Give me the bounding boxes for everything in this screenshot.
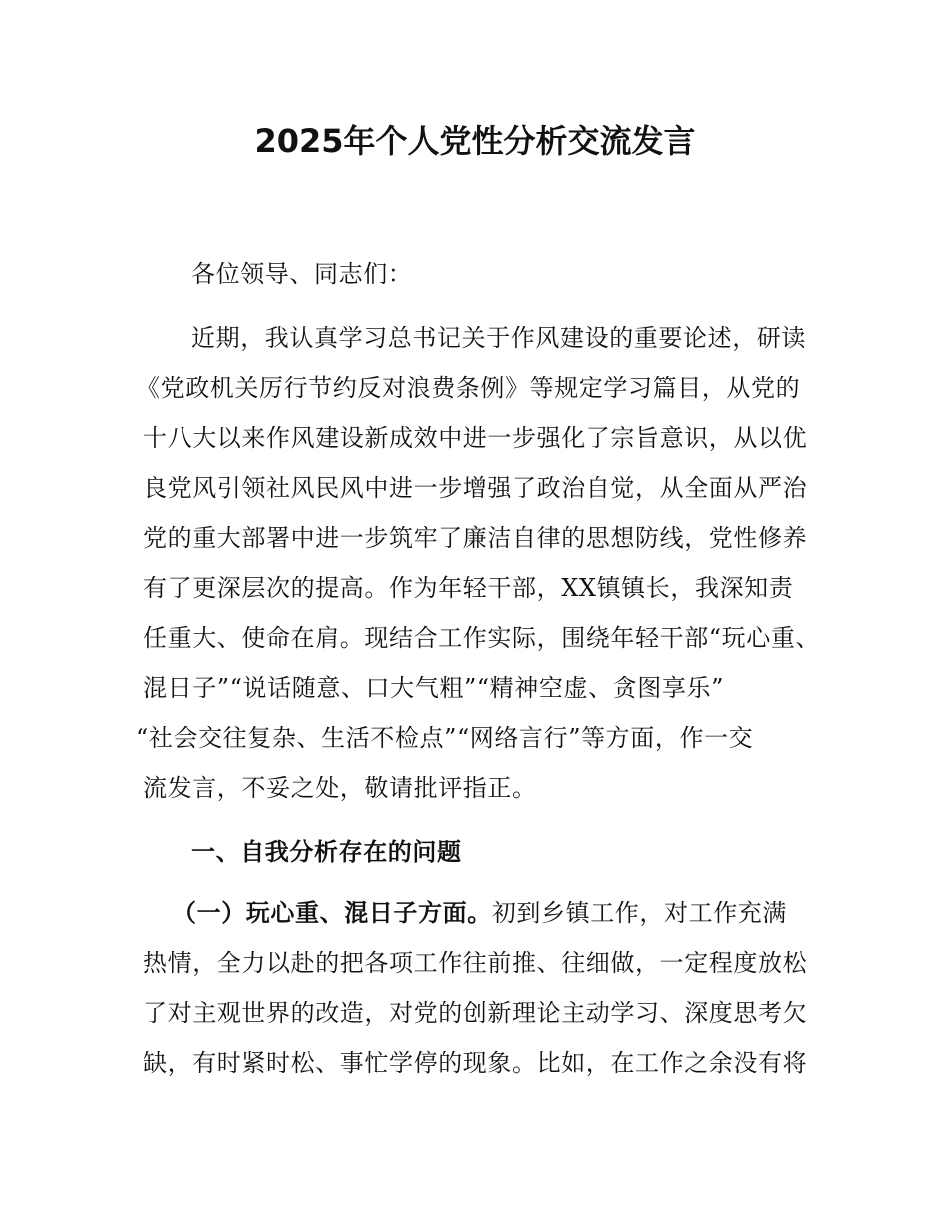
subsection-heading: （一）玩心重、混日子方面。	[172, 899, 492, 927]
intro-line: 近期，我认真学习总书记关于作风建设的重要论述，研读	[191, 324, 806, 352]
intro-line: 党的重大部署中进一步筑牢了廉洁自律的思想防线，党性修养	[143, 524, 808, 552]
greeting: 各位领导、同志们：	[191, 260, 413, 288]
intro-line: 流发言，不妥之处，敬请批评指正。	[143, 774, 537, 802]
subsection-first-line	[172, 899, 787, 927]
subsection-text: 初到乡镇工作，对工作充满	[491, 899, 788, 927]
intro-line: 良党风引领社风民风中进一步增强了政治自觉，从全面从严治	[143, 474, 808, 502]
intro-line: “社会交往复杂、生活不检点”“网络言行”等方面，作一交	[136, 724, 754, 752]
document-title: 2025年个人党性分析交流发言	[254, 122, 696, 160]
subsection-line: 缺，有时紧时松、事忙学停的现象。比如，在工作之余没有将	[143, 1049, 808, 1077]
intro-line: 《党政机关厉行节约反对浪费条例》等规定学习篇目，从党的	[136, 374, 801, 402]
subsection-line: 了对主观世界的改造，对党的创新理论主动学习、深度思考欠	[143, 999, 808, 1027]
section-heading: 一、自我分析存在的问题	[191, 838, 462, 866]
intro-line: 任重大、使命在肩。现结合工作实际，围绕年轻干部“玩心重、	[143, 624, 821, 652]
intro-line: 有了更深层次的提高。作为年轻干部，XX镇镇长，我深知责	[143, 574, 794, 602]
subsection-line: 热情，全力以赴的把各项工作往前推、往细做，一定程度放松	[143, 949, 808, 977]
intro-line: 混日子”“说话随意、口大气粗”“精神空虚、贪图享乐”	[143, 674, 724, 702]
intro-line: 十八大以来作风建设新成效中进一步强化了宗旨意识，从以优	[143, 424, 808, 452]
